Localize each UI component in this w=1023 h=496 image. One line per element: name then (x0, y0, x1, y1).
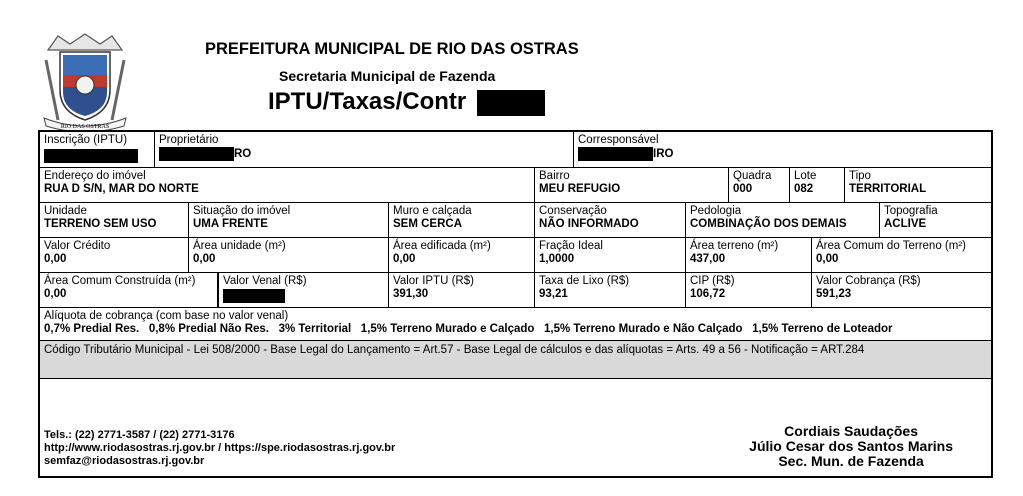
lote-label: Lote (794, 170, 817, 182)
tipo-cell (845, 168, 991, 203)
lote-value: 082 (794, 183, 814, 195)
muro-label: Muro e calçada (393, 205, 472, 217)
proprietario-label: Proprietário (159, 134, 219, 146)
unidade-value: TERRENO SEM USO (44, 218, 157, 230)
website-links[interactable]: http://www.riodasostras.rj.gov.br / https://spe.riodasostras.rj.gov.br (44, 442, 396, 454)
document-title-text: IPTU/Taxas/Contr (268, 88, 467, 115)
venal-redacted (223, 289, 285, 303)
proprietario-value: RO (234, 148, 252, 161)
fracao-label: Fração Ideal (539, 240, 603, 252)
credito-value: 0,00 (44, 253, 67, 265)
area-unidade-cell (189, 238, 389, 273)
conservacao-value: NÃO INFORMADO (539, 218, 639, 230)
unidade-label: Unidade (44, 205, 87, 217)
lixo-label: Taxa de Lixo (R$) (539, 275, 630, 287)
greeting: Cordiais Saudações (784, 423, 918, 439)
venal-label: Valor Venal (R$) (223, 275, 307, 287)
area-edificada-cell (389, 238, 535, 273)
topografia-cell (880, 203, 991, 238)
endereco-label: Endereço do imóvel (44, 170, 146, 182)
cobranca-label: Valor Cobrança (R$) (816, 275, 921, 287)
coat-of-arms-logo (40, 30, 130, 130)
signer-name: Júlio Cesar dos Santos Marins (749, 438, 953, 454)
corresponsavel-label: Corresponsável (578, 134, 659, 146)
corresponsavel-redacted (578, 147, 653, 161)
area-edificada-value: 0,00 (393, 253, 416, 265)
area-terreno-label: Área terreno (m²) (690, 240, 779, 252)
muro-value: SEM CERCA (393, 218, 463, 230)
area-construida-cell (40, 273, 218, 308)
pedologia-value: COMBINAÇÃO DOS DEMAIS (690, 218, 847, 230)
proprietario-cell (155, 132, 574, 168)
quadra-label: Quadra (733, 170, 772, 182)
area-terreno-cell (686, 238, 812, 273)
iptu-value: 391,30 (393, 288, 429, 300)
iptu-label: Valor IPTU (R$) (393, 275, 474, 287)
tax-form (38, 130, 993, 478)
cip-value: 106,72 (690, 288, 726, 300)
cobranca-cell (812, 273, 991, 308)
endereco-cell (40, 168, 535, 203)
conservacao-label: Conservação (539, 205, 607, 217)
iptu-cell (389, 273, 535, 308)
situacao-label: Situação do imóvel (193, 205, 291, 217)
area-comum-label: Área Comum do Terreno (m²) (816, 240, 966, 252)
contact-info (44, 429, 395, 468)
signer-role: Sec. Mun. de Fazenda (778, 453, 924, 469)
tipo-label: Tipo (849, 170, 871, 182)
redacted-year (477, 90, 545, 116)
topografia-value: ACLIVE (884, 218, 927, 230)
fracao-value: 1,0000 (539, 253, 575, 265)
situacao-value: UMA FRENTE (193, 218, 268, 230)
area-construida-value: 0,00 (44, 288, 67, 300)
fracao-cell (535, 238, 686, 273)
unidade-cell (40, 203, 189, 238)
secretaria-subtitle: Secretaria Municipal de Fazenda (279, 68, 496, 84)
lixo-value: 93,21 (539, 288, 568, 300)
logo-banner-text: RIO DAS OSTRAS (60, 124, 110, 130)
signature-block (749, 424, 953, 469)
legal-basis-text: Código Tributário Municipal - Lei 508/2000 - Base Legal do Lançamento = Art.57 - Base Legal de cálculos e das alíquotas = Arts. 49 a 56 - Notificação = ART.284 (40, 341, 991, 379)
area-unidade-value: 0,00 (193, 253, 216, 265)
area-comum-value: 0,00 (816, 253, 839, 265)
area-unidade-label: Área unidade (m²) (193, 240, 286, 252)
pedologia-cell (686, 203, 880, 238)
area-comum-cell (812, 238, 991, 273)
bairro-value: MEU REFUGIO (539, 183, 621, 195)
situacao-cell (189, 203, 389, 238)
aliquota-cell (40, 308, 991, 341)
document-title (268, 88, 545, 116)
endereco-value: RUA D S/N, MAR DO NORTE (44, 183, 199, 195)
aliquota-label: Alíquota de cobrança (com base no valor venal) (44, 310, 289, 322)
cobranca-value: 591,23 (816, 288, 852, 300)
bairro-cell (535, 168, 729, 203)
inscricao-redacted (44, 149, 138, 163)
credito-label: Valor Crédito (44, 240, 111, 252)
pedologia-label: Pedologia (690, 205, 742, 217)
phone-numbers: Tels.: (22) 2771-3587 / (22) 2771-3176 (44, 429, 235, 441)
venal-cell (218, 273, 389, 308)
inscricao-label: Inscrição (IPTU) (44, 134, 128, 146)
bairro-label: Bairro (539, 170, 570, 182)
quadra-cell (729, 168, 790, 203)
area-terreno-value: 437,00 (690, 253, 726, 265)
topografia-label: Topografia (884, 205, 938, 217)
aliquota-value: 0,7% Predial Res. 0,8% Predial Não Res. 3% Territorial 1,5% Terreno Murado e Calçado 1,5% Terreno Murado e Não Calçado 1,5% Terreno de Loteador (44, 323, 893, 335)
corresponsavel-value: IRO (653, 148, 674, 161)
email-link[interactable]: semfaz@riodasostras.rj.gov.br (44, 455, 205, 467)
lote-cell (790, 168, 845, 203)
cip-cell (686, 273, 812, 308)
lixo-cell (535, 273, 686, 308)
area-construida-label: Área Comum Construída (m²) (44, 275, 196, 287)
corresponsavel-cell (574, 132, 991, 168)
proprietario-redacted (159, 147, 234, 161)
inscricao-cell (40, 132, 155, 168)
cip-label: CIP (R$) (690, 275, 735, 287)
muro-cell (389, 203, 535, 238)
prefeitura-title: PREFEITURA MUNICIPAL DE RIO DAS OSTRAS (205, 40, 579, 58)
quadra-value: 000 (733, 183, 753, 195)
conservacao-cell (535, 203, 686, 238)
area-edificada-label: Área edificada (m²) (393, 240, 491, 252)
credito-cell (40, 238, 189, 273)
tipo-value: TERRITORIAL (849, 183, 927, 195)
